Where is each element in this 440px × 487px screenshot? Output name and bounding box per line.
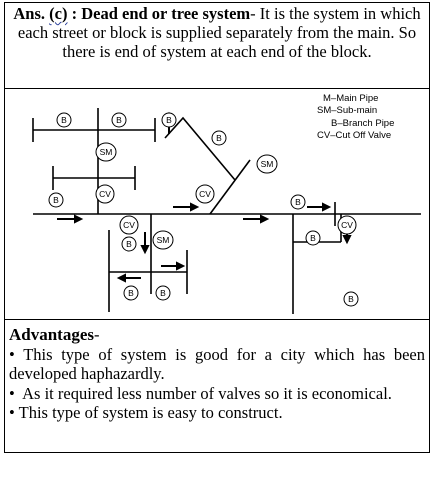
flow-arrow-icon [119, 275, 125, 281]
svg-text:B: B [126, 239, 132, 249]
diagram-legend [317, 93, 394, 141]
answer-box [4, 2, 430, 453]
svg-text:B: B [166, 115, 172, 125]
svg-text:SM: SM [156, 235, 170, 245]
advantages-section [5, 319, 429, 453]
svg-text:B: B [116, 115, 122, 125]
svg-text:SM: SM [260, 159, 274, 169]
advantage-item: • This type of system is easy to construct. [9, 403, 283, 423]
svg-text:CV: CV [199, 189, 211, 199]
branch-marker [212, 131, 226, 145]
answer-label: Ans. [13, 4, 45, 23]
svg-text:SM: SM [99, 147, 113, 157]
flow-arrow-icon [142, 246, 148, 252]
answer-separator: : [71, 4, 78, 23]
branch-marker [122, 237, 136, 251]
svg-text:B: B [216, 133, 222, 143]
branch-marker [156, 286, 170, 300]
svg-text:B: B [160, 288, 166, 298]
svg-text:CV: CV [341, 220, 353, 230]
flow-arrow-icon [323, 204, 329, 210]
svg-text:CV: CV [123, 220, 135, 230]
legend-item: M–Main Pipe [323, 93, 379, 104]
svg-text:B: B [348, 294, 354, 304]
legend-item: CV–Cut Off Valve [317, 130, 392, 141]
answer-text: - It is the system in which each street or block is supplied separately from the main. So there is end of system at each end of the block. [17, 4, 421, 61]
svg-text:B: B [128, 288, 134, 298]
branch-marker [124, 286, 138, 300]
bullet-icon: • [9, 344, 15, 364]
flow-arrow-icon [191, 204, 197, 210]
bullet-icon: • [9, 403, 15, 423]
branch-marker [57, 113, 71, 127]
flow-arrow-icon [177, 263, 183, 269]
svg-text:B: B [295, 197, 301, 207]
pipe-network-figure [5, 90, 429, 319]
dead-end-system-diagram [5, 90, 429, 319]
advantages-heading: Advantages [9, 325, 95, 344]
branch-marker [162, 113, 176, 127]
svg-text:B: B [53, 195, 59, 205]
branch-marker [49, 193, 63, 207]
branch-marker [112, 113, 126, 127]
valve-marker [338, 216, 356, 234]
svg-text:B: B [61, 115, 67, 125]
svg-text:CV: CV [99, 189, 111, 199]
sub-main-pipe [210, 160, 250, 214]
answer-header [5, 3, 429, 89]
branch-pipe [165, 118, 235, 180]
svg-text:B: B [310, 233, 316, 243]
flow-arrow-icon [75, 216, 81, 222]
branch-marker [291, 195, 305, 209]
bullet-icon: • [9, 383, 15, 403]
branch-marker [344, 292, 358, 306]
legend-item: B–Branch Pipe [331, 118, 395, 129]
advantage-item: • As it required less number of valves so it is economical. [9, 383, 392, 403]
submain-marker [153, 231, 173, 249]
answer-option: (c) [49, 4, 68, 23]
valve-marker [96, 185, 114, 203]
advantage-item: • This type of system is good for a city which has been developed haphazardly. [9, 344, 425, 384]
legend-item: SM–Sub-main [317, 105, 378, 116]
submain-marker [96, 143, 116, 161]
flow-arrow-icon [344, 236, 350, 242]
valve-marker [120, 216, 138, 234]
submain-marker [257, 155, 277, 173]
answer-title: Dead end or tree system [81, 4, 251, 23]
branch-marker [306, 231, 320, 245]
flow-arrow-icon [261, 216, 267, 222]
advantages-heading-suffix: - [94, 325, 100, 344]
valve-marker [196, 185, 214, 203]
